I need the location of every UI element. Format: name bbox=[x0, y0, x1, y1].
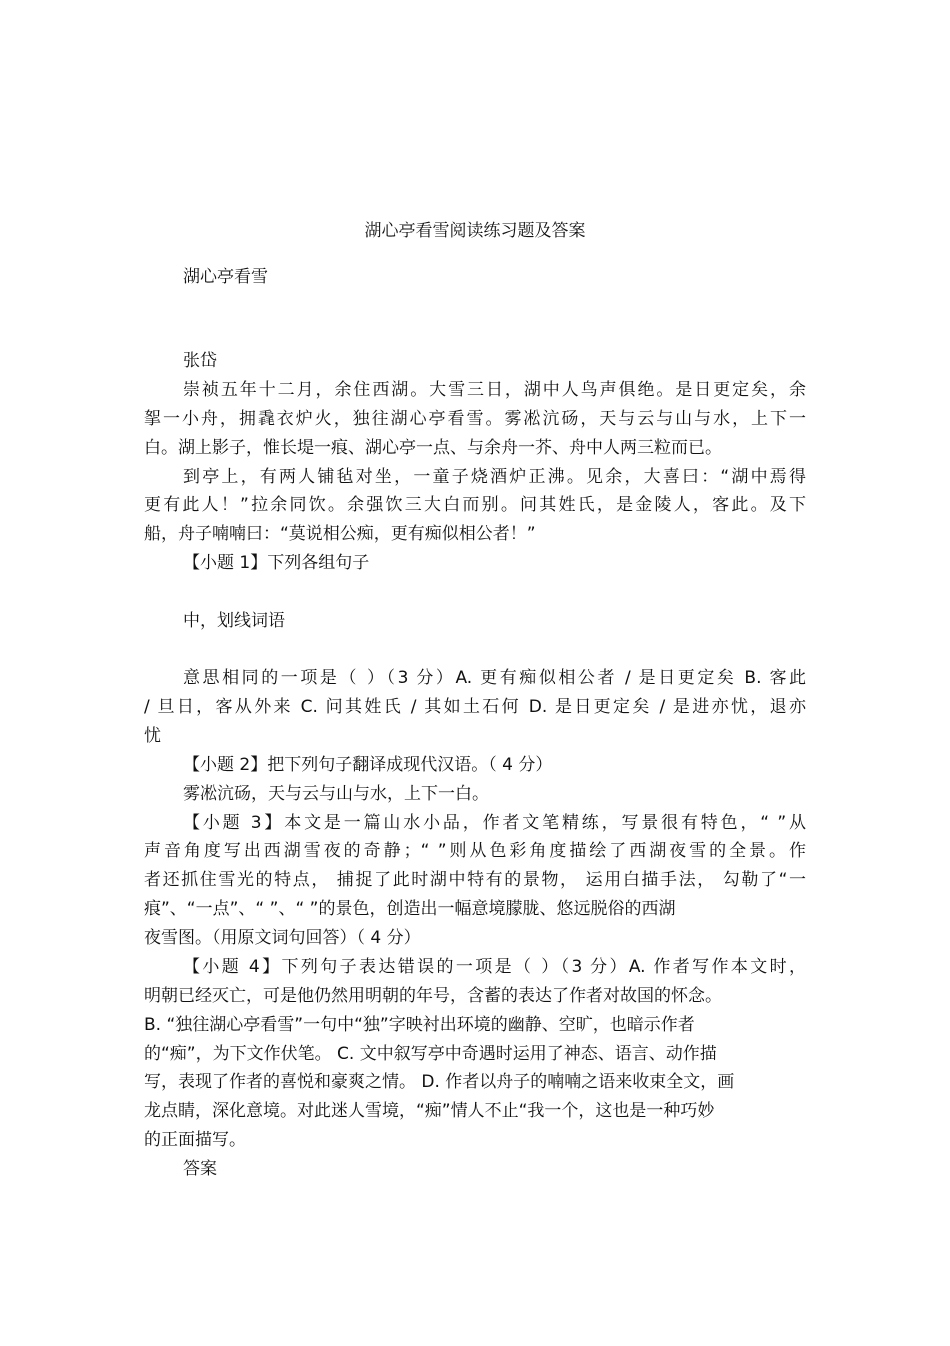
q1-options-line-2: / 旦日，客从外来 C. 问其姓氏 / 其如土石何 D. 是日更定矣 / 是进亦忧，退亦 bbox=[144, 697, 806, 717]
q3-line-3: 者还抓住雪光的特点， 捕捉了此时湖中特有的景物， 运用白描手法， 勾勒了“一 bbox=[144, 870, 806, 890]
q1-heading-cont: 中，划线词语 bbox=[183, 611, 285, 631]
q2-sentence: 雾凇沆砀，天与云与山与水，上下一白。 bbox=[183, 784, 489, 804]
passage-p2-line-2: 更有此人！”拉余同饮。余强饮三大白而别。问其姓氏，是金陵人，客此。及下 bbox=[144, 495, 806, 515]
q4-line-1: 【小题 4】下列句子表达错误的一项是（ ）（3 分）A. 作者写作本文时， bbox=[183, 957, 806, 977]
passage-p2-line-3: 船，舟子喃喃曰：“莫说相公痴，更有痴似相公者！” bbox=[144, 524, 536, 544]
q1-options-line-1: 意思相同的一项是（ ）（3 分）A. 更有痴似相公者 / 是日更定矣 B. 客此 bbox=[183, 668, 806, 688]
q4-line-2: 明朝已经灭亡，可是他仍然用明朝的年号，含蓄的表达了作者对故国的怀念。 bbox=[144, 986, 722, 1006]
q4-line-6: 龙点睛，深化意境。对此迷人雪境，“痴”情人不止“我一个，这也是一种巧妙 bbox=[144, 1101, 715, 1121]
passage-p1-line-3: 白。湖上影子，惟长堤一痕、湖心亭一点、与余舟一芥、舟中人两三粒而已。 bbox=[144, 438, 722, 458]
passage-p2-line-1: 到亭上，有两人铺毡对坐，一童子烧酒炉正沸。见余，大喜曰：“湖中焉得 bbox=[183, 467, 806, 487]
author-name: 张岱 bbox=[183, 351, 217, 371]
q1-options-line-3: 忧 bbox=[144, 726, 161, 746]
q4-line-7: 的正面描写。 bbox=[144, 1130, 246, 1150]
q4-line-4: 的“痴”，为下文作伏笔。 C. 文中叙写亭中奇遇时运用了神态、语言、动作描 bbox=[144, 1044, 717, 1064]
q4-line-3: B. “独往湖心亭看雪”一句中“独”字映衬出环境的幽静、空旷，也暗示作者 bbox=[144, 1015, 695, 1035]
q3-line-4: 痕”、“一点”、“ ”、“ ”的景色，创造出一幅意境朦胧、悠远脱俗的西湖 bbox=[144, 899, 676, 919]
q1-heading: 【小题 1】下列各组句子 bbox=[183, 553, 370, 573]
document-title: 湖心亭看雪阅读练习题及答案 bbox=[364, 221, 586, 241]
q4-line-5: 写，表现了作者的喜悦和豪爽之情。 D. 作者以舟子的喃喃之语来收束全文，画 bbox=[144, 1072, 735, 1092]
passage-p1-line-2: 挐一小舟，拥毳衣炉火，独往湖心亭看雪。雾凇沆砀，天与云与山与水，上下一 bbox=[144, 409, 806, 429]
passage-title: 湖心亭看雪 bbox=[183, 267, 268, 287]
q3-line-2: 声音角度写出西湖雪夜的奇静；“ ”则从色彩角度描绘了西湖夜雪的全景。作 bbox=[144, 841, 806, 861]
answer-label: 答案 bbox=[183, 1159, 217, 1179]
q3-line-1: 【小题 3】本文是一篇山水小品，作者文笔精练，写景很有特色，“ ”从 bbox=[183, 813, 806, 833]
passage-p1-line-1: 崇祯五年十二月，余住西湖。大雪三日，湖中人鸟声俱绝。是日更定矣，余 bbox=[183, 380, 806, 400]
q3-line-5: 夜雪图。（用原文词句回答）（ 4 分） bbox=[144, 928, 421, 948]
q2-heading: 【小题 2】把下列句子翻译成现代汉语。（ 4 分） bbox=[183, 755, 553, 775]
